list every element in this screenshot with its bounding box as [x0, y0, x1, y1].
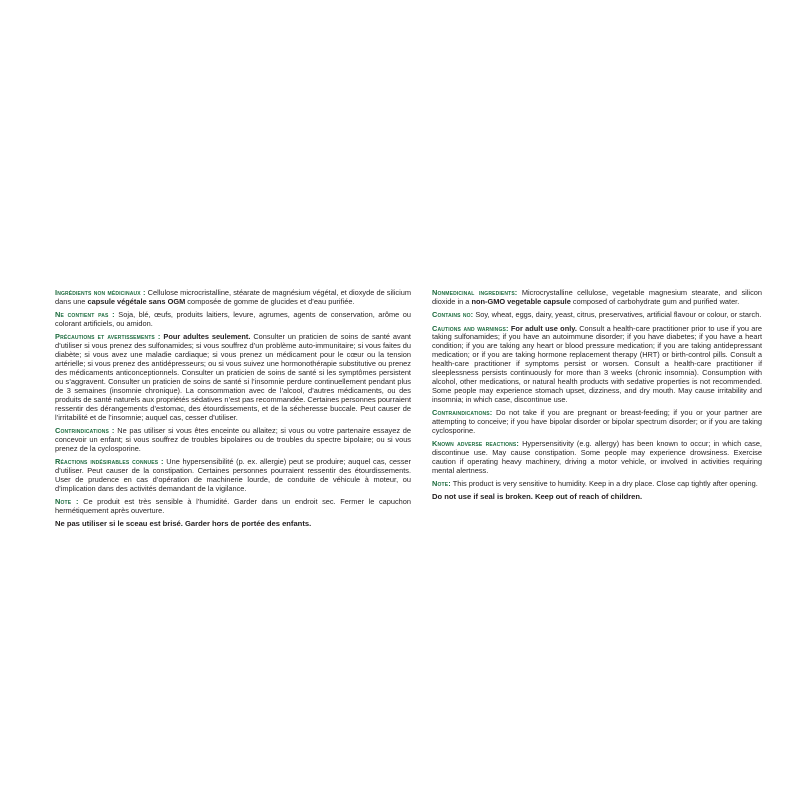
fr-capsule-bold: capsule végétale sans OGM — [87, 296, 186, 306]
fr-contraindications-text: Ne pas utiliser si vous êtes enceinte ou allaitez; si vous ou votre partenaire essayez de concevoir un enfant; si vous souffrez de troubles bipolaires ou de troubles du spectre bipolaire; ou si vous prenez de la cyclosporine. — [55, 425, 411, 453]
fr-note-section — [55, 498, 411, 516]
fr-contains-not-text: Soja, blé, œufs, produits laitiers, levure, agrumes, agents de conservation, arôme ou colorant artificiels, ou amidon. — [55, 310, 411, 329]
en-adverse-text: Hypersensitivity (e.g. allergy) has been known to occur; in which case, discontinue use. May cause constipation. Some people may experience drowsiness. Exercise caution if operating heavy machinery, driving a motor vehicle, or involved in activities requiring mental alertness. — [432, 439, 762, 475]
fr-nonmedicinal-text: Cellulose microcristalline, stéarate de magnésium végétal, et dioxyde de silicium dans une — [55, 288, 411, 306]
en-contains-no-section — [432, 311, 762, 320]
fr-adverse-section — [55, 458, 411, 494]
en-note-text: This product is very sensitive to humidity. Keep in a dry place. Close cap tightly after opening. — [450, 479, 758, 489]
fr-adverse-text: Une hypersensibilité (p. ex. allergie) peut se produire; auquel cas, cesser d’utiliser. Peut causer de la constipation. Certaines personnes pourraient ressentir des étourdissements. User de prudence en cas d’opération de machinerie lourde, de conduite de véhicule à moteur, ou d’implication dans des activités demandant de la vigilance. — [55, 456, 412, 493]
en-adult-use-bold: For adult use only. — [508, 323, 577, 333]
en-adverse-label: Known adverse reactions: — [432, 439, 520, 449]
en-nonmedicinal-label: Nonmedicinal ingredients: — [432, 288, 518, 297]
fr-nonmedicinal-label: Ingrédients non médicinaux : — [55, 288, 146, 297]
fr-note-label: Note : — [55, 496, 79, 506]
fr-adults-only-bold: Pour adultes seulement. — [160, 332, 251, 342]
en-adverse-section — [432, 440, 762, 476]
fr-precautions-label: Précautions et avertissements : — [55, 332, 161, 342]
en-cautions-section — [432, 325, 762, 405]
fr-nonmedicinal-section — [55, 289, 411, 307]
en-note-label: Note: — [432, 479, 451, 489]
en-contraindications-section — [432, 409, 762, 436]
en-contraindications-text: Do not take if you are pregnant or breast-feeding; if you or your partner are attempting to conceive; if you have bipolar disorder or bipolar spectrum disorder; or if you are taking cyclosporine. — [432, 408, 762, 435]
french-column — [55, 289, 411, 533]
english-column — [432, 289, 762, 507]
fr-nonmedicinal-text-end: composée de gomme de glucides et d’eau purifiée. — [185, 296, 355, 306]
fr-contains-not-label: Ne contient pas : — [55, 310, 115, 320]
fr-note-text: Ce produit est très sensible à l’humidité. Garder dans un endroit sec. Fermer le capuchon hermétiquement après ouverture. — [55, 496, 412, 515]
en-cautions-text: Consult a health-care practitioner prior to use if you are taking sulfonamides; if you have an autoimmune disorder; if you have diabetes; if you have a heart condition; if you are taking any heart or blood pressure medication; if you are taking antidepressant medication; or if you are taking hormone replacement therapy (HRT) or birth-control pills. Consult a health-care practitioner if symptoms persist or worsen. Consult a health-care practitioner if sleeplessness persists continuously for more than 3 weeks (chronic insomnia). Consumption with alcohol, other medications, or natural health products with sedative properties is not recommended. Some people may experience stomach upset, dizziness, and dry mouth. May cause irritability and insomnia; in which case, discontinue use. — [432, 323, 762, 404]
en-nonmedicinal-text: Microcrystalline cellulose, vegetable magnesium stearate, and silicon dioxide in a — [432, 288, 762, 306]
en-contains-no-text: Soy, wheat, eggs, dairy, yeast, citrus, preservatives, artificial flavour or colour, or starch. — [473, 310, 762, 320]
fr-precautions-section — [55, 333, 411, 422]
en-seal-warning: Do not use if seal is broken. Keep out of reach of children. — [432, 492, 643, 502]
en-nonmedicinal-section — [432, 289, 762, 307]
fr-contains-not-section — [55, 311, 411, 329]
en-contraindications-label: Contraindications: — [432, 408, 493, 418]
en-note-section — [432, 480, 762, 489]
fr-contraindications-label: Contrindications : — [55, 425, 115, 435]
fr-precautions-text: Consulter un praticien de soins de santé avant d’utiliser si vous prenez des sulfonamides; si vous souffrez d’un problème auto-immunitaire; si vous faites du diabète; si vous avez une maladie cardiaque; si vous prenez un médicament pour le cœur ou la tension artérielle; si vous prenez des antidépresseurs; ou si vous suivez une hormonothérapie substitutive ou prenez des médicaments anticonceptionnels. Consulter un praticien de soins de santé si les symptômes persistent ou s’aggravent. Consulter un praticien de soins de santé si l’insomnie perdure continuellement pendant plus de 3 semaines (insomnie chronique). La consommation avec de l’alcool, d’autres médicaments, ou des produits de santé naturels aux propriétés sédatives n’est pas recommandée. Certaines personnes pourraient ressentir des dérangements d’estomac, des étourdissements, et de la sécheresse buccale. Peut causer de l’irritabilité et de l’insomnie; auquel cas, cesser d’utiliser. — [55, 332, 411, 422]
fr-contraindications-section — [55, 427, 411, 454]
en-contains-no-label: Contains no: — [432, 310, 474, 320]
en-cautions-label: Cautions and warnings: — [432, 323, 509, 333]
fr-adverse-label: Réactions indésirables connues : — [55, 456, 164, 466]
en-nonmedicinal-text-end: composed of carbohydrate gum and purified water. — [570, 296, 740, 306]
fr-seal-warning: Ne pas utiliser si le sceau est brisé. Garder hors de portée des enfants. — [55, 519, 312, 529]
en-capsule-bold: non-GMO vegetable capsule — [471, 296, 571, 306]
